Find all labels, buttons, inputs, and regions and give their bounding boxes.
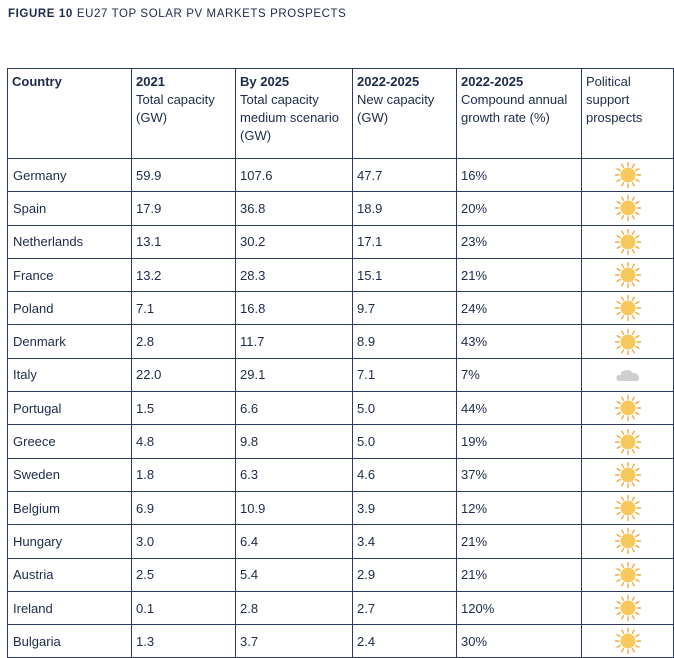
sun-icon	[615, 433, 641, 448]
cell-cagr: 23%	[457, 225, 582, 258]
table-row	[8, 458, 674, 491]
solar-markets-table	[7, 68, 674, 658]
cell-newcap: 3.4	[353, 525, 457, 558]
cell-country: Ireland	[8, 591, 132, 624]
header-new-capacity: 2022-2025 New capacity (GW)	[353, 69, 457, 159]
cell-cap2021: 1.5	[132, 392, 236, 425]
sun-icon	[615, 533, 641, 548]
cell-cap2025: 30.2	[236, 225, 353, 258]
table-header-row	[8, 69, 674, 159]
cell-cap2025: 9.8	[236, 425, 353, 458]
cell-cap2021: 3.0	[132, 525, 236, 558]
table-row	[8, 258, 674, 291]
table-row	[8, 525, 674, 558]
cell-political-support	[582, 225, 674, 258]
table-row	[8, 392, 674, 425]
cell-newcap: 4.6	[353, 458, 457, 491]
cell-cap2025: 3.7	[236, 625, 353, 658]
cell-cap2021: 2.5	[132, 558, 236, 591]
cell-country: Poland	[8, 292, 132, 325]
cell-cap2021: 1.8	[132, 458, 236, 491]
cell-country: Austria	[8, 558, 132, 591]
cell-newcap: 7.1	[353, 358, 457, 391]
cell-cap2021: 6.9	[132, 491, 236, 524]
cell-cap2025: 29.1	[236, 358, 353, 391]
cell-newcap: 17.1	[353, 225, 457, 258]
cell-cagr: 43%	[457, 325, 582, 358]
figure-number: FIGURE 10	[8, 8, 73, 20]
cell-cagr: 30%	[457, 625, 582, 658]
table-row	[8, 625, 674, 658]
cell-country: Portugal	[8, 392, 132, 425]
cell-cap2025: 5.4	[236, 558, 353, 591]
sun-icon	[615, 333, 641, 348]
cell-country: France	[8, 258, 132, 291]
sun-icon	[615, 300, 641, 315]
cell-cap2025: 6.6	[236, 392, 353, 425]
sun-icon	[615, 200, 641, 215]
cell-cap2025: 6.4	[236, 525, 353, 558]
header-cagr: 2022-2025 Compound annual growth rate (%)	[457, 69, 582, 159]
table-row	[8, 425, 674, 458]
cell-newcap: 2.7	[353, 591, 457, 624]
cell-cap2025: 2.8	[236, 591, 353, 624]
header-capacity-2021: 2021 Total capacity (GW)	[132, 69, 236, 159]
table-row	[8, 225, 674, 258]
cell-cagr: 21%	[457, 258, 582, 291]
cell-cagr: 12%	[457, 491, 582, 524]
sun-icon	[615, 599, 641, 614]
cell-country: Bulgaria	[8, 625, 132, 658]
sun-icon	[615, 266, 641, 281]
cell-country: Greece	[8, 425, 132, 458]
cell-cagr: 24%	[457, 292, 582, 325]
cell-cagr: 44%	[457, 392, 582, 425]
cell-cap2021: 4.8	[132, 425, 236, 458]
cell-cagr: 21%	[457, 558, 582, 591]
sun-icon	[615, 466, 641, 481]
cell-newcap: 3.9	[353, 491, 457, 524]
sun-icon	[615, 167, 641, 182]
cell-cap2025: 16.8	[236, 292, 353, 325]
cell-cagr: 21%	[457, 525, 582, 558]
cell-newcap: 9.7	[353, 292, 457, 325]
table-row	[8, 591, 674, 624]
table-row	[8, 192, 674, 225]
header-political-support: Political support prospects	[582, 69, 674, 159]
cell-political-support	[582, 425, 674, 458]
sun-icon	[615, 633, 641, 648]
cell-cap2025: 6.3	[236, 458, 353, 491]
table-row	[8, 159, 674, 192]
cell-cagr: 19%	[457, 425, 582, 458]
cell-country: Spain	[8, 192, 132, 225]
table-row	[8, 292, 674, 325]
cell-political-support	[582, 392, 674, 425]
cell-newcap: 5.0	[353, 392, 457, 425]
table-row	[8, 325, 674, 358]
cell-cap2021: 0.1	[132, 591, 236, 624]
cell-newcap: 47.7	[353, 159, 457, 192]
cell-cap2021: 17.9	[132, 192, 236, 225]
cell-cagr: 16%	[457, 159, 582, 192]
cell-newcap: 2.9	[353, 558, 457, 591]
cell-cap2021: 7.1	[132, 292, 236, 325]
cell-cap2025: 10.9	[236, 491, 353, 524]
cell-country: Germany	[8, 159, 132, 192]
cell-political-support	[582, 625, 674, 658]
cell-country: Denmark	[8, 325, 132, 358]
figure-caption: EU27 TOP SOLAR PV MARKETS PROSPECTS	[76, 8, 347, 20]
cell-cap2021: 1.3	[132, 625, 236, 658]
cell-political-support	[582, 458, 674, 491]
cell-political-support	[582, 159, 674, 192]
table-row	[8, 558, 674, 591]
sun-icon	[615, 500, 641, 515]
cell-political-support	[582, 258, 674, 291]
cell-newcap: 5.0	[353, 425, 457, 458]
table-row	[8, 491, 674, 524]
cell-cap2025: 107.6	[236, 159, 353, 192]
cell-newcap: 18.9	[353, 192, 457, 225]
cell-country: Hungary	[8, 525, 132, 558]
cell-country: Sweden	[8, 458, 132, 491]
figure-title	[8, 8, 346, 20]
cell-cap2025: 11.7	[236, 325, 353, 358]
sun-icon	[615, 233, 641, 248]
cloud-icon	[615, 367, 641, 382]
cell-cagr: 120%	[457, 591, 582, 624]
cell-cagr: 37%	[457, 458, 582, 491]
cell-country: Belgium	[8, 491, 132, 524]
header-country: Country	[8, 69, 132, 159]
cell-political-support	[582, 558, 674, 591]
cell-newcap: 8.9	[353, 325, 457, 358]
cell-country: Netherlands	[8, 225, 132, 258]
cell-cap2021: 2.8	[132, 325, 236, 358]
cell-cap2025: 36.8	[236, 192, 353, 225]
cell-cagr: 20%	[457, 192, 582, 225]
cell-newcap: 15.1	[353, 258, 457, 291]
cell-cagr: 7%	[457, 358, 582, 391]
sun-icon	[615, 566, 641, 581]
cell-political-support	[582, 192, 674, 225]
cell-political-support	[582, 525, 674, 558]
cell-political-support	[582, 325, 674, 358]
cell-newcap: 2.4	[353, 625, 457, 658]
cell-political-support	[582, 358, 674, 391]
cell-cap2021: 13.2	[132, 258, 236, 291]
cell-cap2021: 59.9	[132, 159, 236, 192]
cell-political-support	[582, 591, 674, 624]
header-capacity-2025: By 2025 Total capacity medium scenario (GW)	[236, 69, 353, 159]
sun-icon	[615, 400, 641, 415]
table-row	[8, 358, 674, 391]
cell-political-support	[582, 491, 674, 524]
cell-cap2021: 22.0	[132, 358, 236, 391]
cell-cap2025: 28.3	[236, 258, 353, 291]
cell-political-support	[582, 292, 674, 325]
cell-cap2021: 13.1	[132, 225, 236, 258]
cell-country: Italy	[8, 358, 132, 391]
